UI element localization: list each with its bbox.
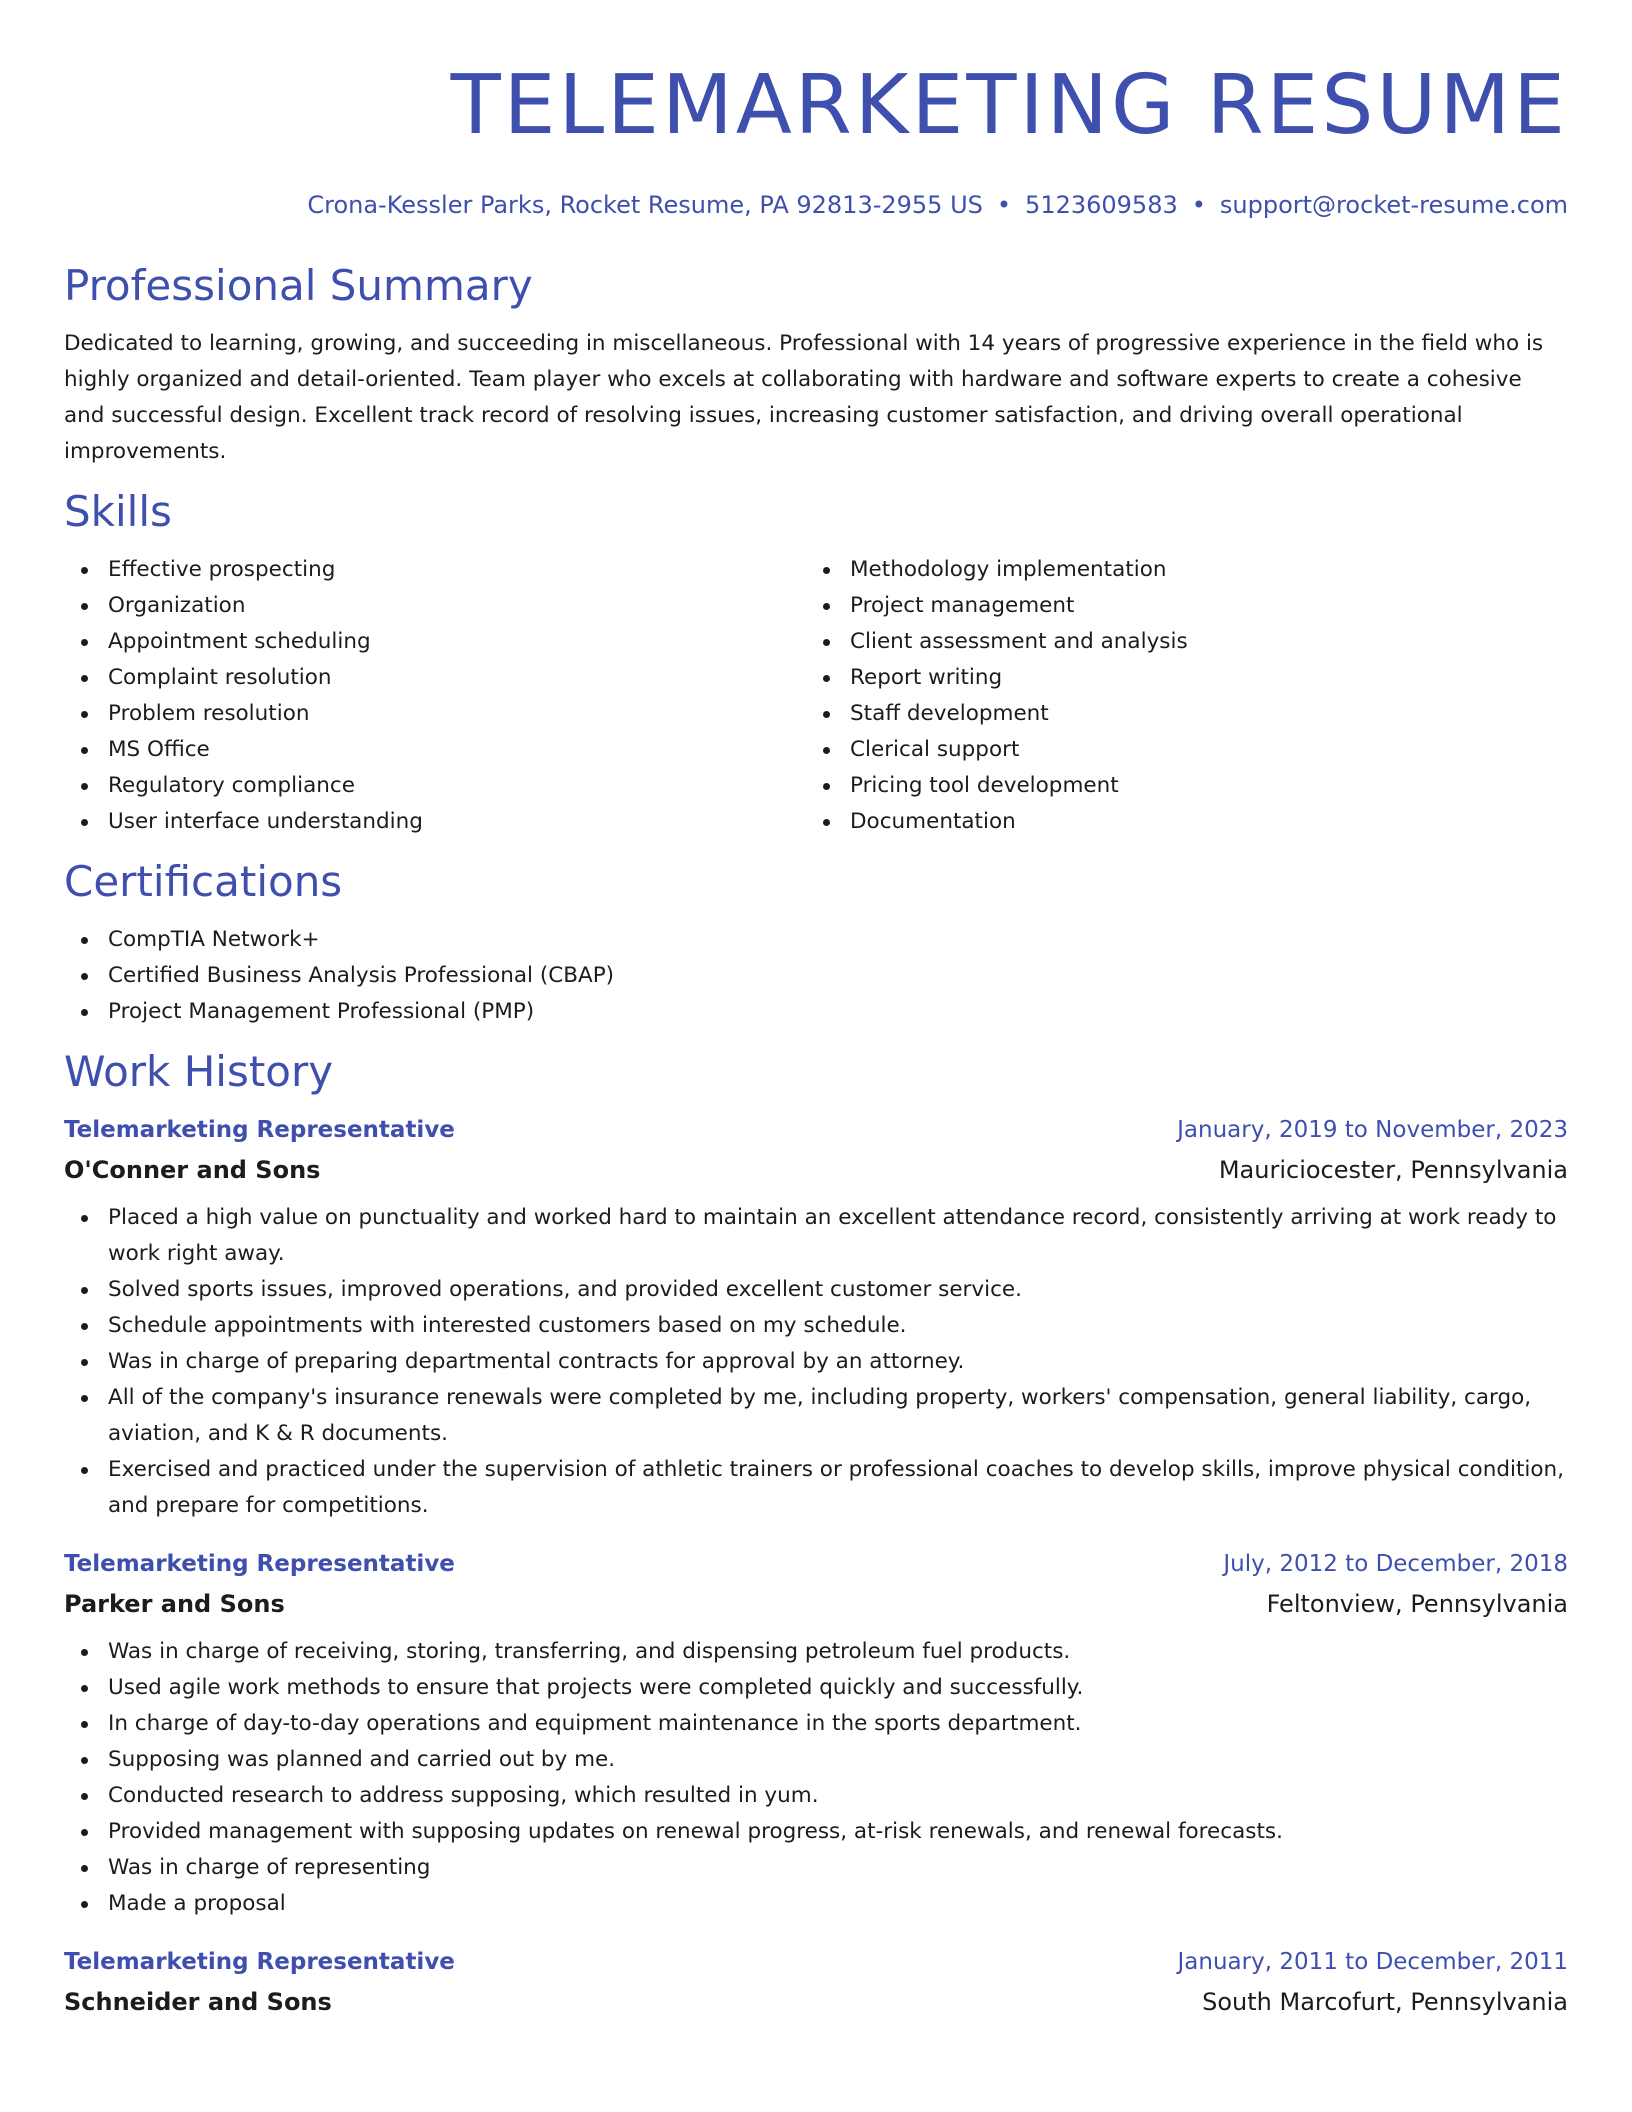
skill-item: Appointment scheduling: [64, 624, 806, 660]
job-location: Feltonview, Pennsylvania: [1266, 1590, 1568, 1618]
skill-item: Methodology implementation: [806, 552, 1548, 588]
job-bullet: Solved sports issues, improved operations, and provided excellent customer service.: [64, 1272, 1568, 1308]
resume-title: TELEMARKETING RESUME: [450, 58, 1568, 153]
job-header: [64, 1110, 1568, 1150]
job-bullet: Made a proposal: [64, 1886, 1568, 1922]
skill-item: Effective prospecting: [64, 552, 806, 588]
skills-columns: [64, 552, 1568, 840]
job-bullet: Was in charge of representing: [64, 1850, 1568, 1886]
certification-item: Certified Business Analysis Professional (CBAP): [64, 958, 1568, 994]
job-bullets: [64, 1634, 1568, 1922]
job-subheader: [64, 1150, 1568, 1190]
skill-item: Client assessment and analysis: [806, 624, 1548, 660]
job-company: Parker and Sons: [64, 1590, 285, 1618]
job-bullet: Supposing was planned and carried out by me.: [64, 1742, 1568, 1778]
job-title: Telemarketing Representative: [64, 1949, 455, 1975]
skill-item: Pricing tool development: [806, 768, 1548, 804]
contact-phone: 5123609583: [1025, 191, 1178, 219]
summary-text: Dedicated to learning, growing, and succeeding in miscellaneous. Professional with 14 years of progressive experience in the field who is highly organized and detail-oriented. Team player who excels at collaborating with hardware and software experts to create a cohesive and successful design. Excellent track record of resolving issues, increasing customer satisfaction, and driving overall operational improvements.: [64, 331, 1544, 464]
job-dates: July, 2012 to December, 2018: [1223, 1551, 1568, 1577]
job-location: Mauriciocester, Pennsylvania: [1218, 1156, 1568, 1184]
job-header: [64, 1942, 1568, 1982]
certifications-list: [64, 922, 1568, 1030]
job-bullet: Provided management with supposing updates on renewal progress, at-risk renewals, and renewal forecasts.: [64, 1814, 1568, 1850]
contact-line: [64, 188, 1568, 222]
skill-item: Problem resolution: [64, 696, 806, 732]
job-company: Schneider and Sons: [64, 1988, 332, 2016]
job-subheader: [64, 1584, 1568, 1624]
skill-item: Complaint resolution: [64, 660, 806, 696]
skill-item: Project management: [806, 588, 1548, 624]
skill-item: MS Office: [64, 732, 806, 768]
skills-list-left: [64, 552, 806, 840]
job-bullet: Conducted research to address supposing, which resulted in yum.: [64, 1778, 1568, 1814]
job-bullet: Placed a high value on punctuality and worked hard to maintain an excellent attendance record, consistently arriving at work ready to work right away.: [64, 1200, 1568, 1272]
job-bullet: Exercised and practiced under the supervision of athletic trainers or professional coaches to develop skills, improve physical condition, and prepare for competitions.: [64, 1452, 1568, 1524]
contact-email[interactable]: support@rocket-resume.com: [1219, 191, 1568, 219]
skills-list-right: [806, 552, 1548, 840]
work-history-heading: Work History: [64, 1047, 334, 1096]
skill-item: User interface understanding: [64, 804, 806, 840]
job-title: Telemarketing Representative: [64, 1117, 455, 1143]
job-header: [64, 1544, 1568, 1584]
job-bullet: Schedule appointments with interested customers based on my schedule.: [64, 1308, 1568, 1344]
job-entry: [64, 1942, 1568, 2022]
job-bullet: Was in charge of preparing departmental contracts for approval by an attorney.: [64, 1344, 1568, 1380]
contact-separator: •: [996, 191, 1012, 219]
job-subheader: [64, 1982, 1568, 2022]
skill-item: Organization: [64, 588, 806, 624]
certification-item: CompTIA Network+: [64, 922, 1568, 958]
skill-item: Clerical support: [806, 732, 1548, 768]
job-bullet: All of the company's insurance renewals were completed by me, including property, workers' compensation, general liability, cargo, aviation, and K & R documents.: [64, 1380, 1568, 1452]
skills-heading: Skills: [64, 487, 172, 536]
skill-item: Report writing: [806, 660, 1548, 696]
summary-heading: Professional Summary: [64, 261, 533, 310]
job-bullet: Used agile work methods to ensure that projects were completed quickly and successfully.: [64, 1670, 1568, 1706]
contact-address: Crona-Kessler Parks, Rocket Resume, PA 92813-2955 US: [307, 191, 983, 219]
job-title: Telemarketing Representative: [64, 1551, 455, 1577]
skill-item: Regulatory compliance: [64, 768, 806, 804]
contact-separator: •: [1191, 191, 1206, 219]
job-entry: [64, 1544, 1568, 1922]
certifications-heading: Certifications: [64, 857, 343, 906]
job-location: South Marcofurt, Pennsylvania: [1202, 1988, 1568, 2016]
skill-item: Documentation: [806, 804, 1548, 840]
job-entry: [64, 1110, 1568, 1524]
job-dates: January, 2019 to November, 2023: [1177, 1117, 1568, 1143]
job-company: O'Conner and Sons: [64, 1156, 321, 1184]
certification-item: Project Management Professional (PMP): [64, 994, 1568, 1030]
job-bullet: In charge of day-to-day operations and equipment maintenance in the sports department.: [64, 1706, 1568, 1742]
skill-item: Staff development: [806, 696, 1548, 732]
job-bullet: Was in charge of receiving, storing, transferring, and dispensing petroleum fuel products.: [64, 1634, 1568, 1670]
job-dates: January, 2011 to December, 2011: [1177, 1949, 1568, 1975]
job-bullets: [64, 1200, 1568, 1524]
